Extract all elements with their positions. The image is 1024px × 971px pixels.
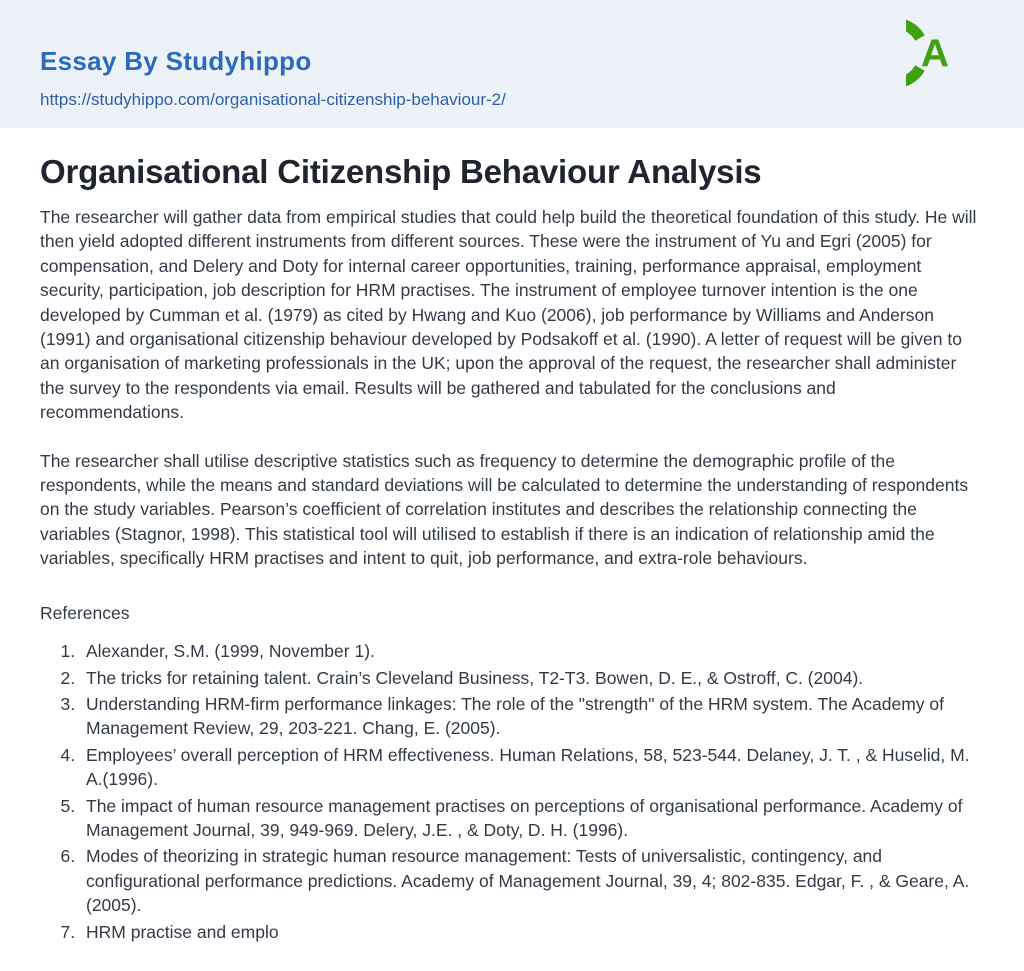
logo-letter: A xyxy=(920,32,950,76)
reference-item: 7. HRM practise and emplo xyxy=(80,920,984,944)
reference-item: 1. Alexander, S.M. (1999, November 1). xyxy=(80,639,984,663)
page-header xyxy=(0,0,1024,128)
reference-item: 2. The tricks for retaining talent. Crain’s Cleveland Business, T2-T3. Bowen, D. E., & Ostroff, C. (2004). xyxy=(80,666,984,690)
page-url[interactable]: https://studyhippo.com/organisational-citizenship-behaviour-2/ xyxy=(40,90,506,109)
studyhippo-logo xyxy=(906,13,986,93)
references-list xyxy=(40,639,984,944)
paragraph-methodology: The researcher will gather data from empirical studies that could help build the theoretical foundation of this study. He will then yield adopted different instruments from different sources. These were the instrument of Yu and Egri (2005) for compensation, and Delery and Doty for internal career opportunities, training, performance appraisal, employment security, participation, job description for HRM practises. The instrument of employee turnover intention is the one developed by Cumman et al. (1979) as cited by Hwang and Kuo (2006), job performance by Williams and Anderson (1991) and organisational citizenship behaviour developed by Podsakoff et al. (1990). A letter of request will be given to an organisation of marketing professionals in the UK; upon the approval of the request, the researcher shall administer the survey to the respondents via email. Results will be gathered and tabulated for the conclusions and recommendations. xyxy=(40,207,977,423)
paragraph-statistics: The researcher shall utilise descriptive statistics such as frequency to determine the demographic profile of the respondents, while the means and standard deviations will be calculated to determine the understanding of respondents on the study variables. Pearson’s coefficient of correlation institutes and describes the relationship connecting the variables (Stagnor, 1998). This statistical tool will utilised to establish if there is an indication of relationship amid the variables, specifically HRM practises and intent to quit, job performance, and extra-role behaviours. xyxy=(40,450,969,569)
references-heading: References xyxy=(40,602,130,623)
article-title: Organisational Citizenship Behaviour Analysis xyxy=(40,153,762,190)
reference-item: 5. The impact of human resource management practises on perceptions of organisational performance. Academy of Management Journal, 39, 949-969. Delery, J.E. , & Doty, D. H. (1996). xyxy=(80,794,984,843)
reference-item: 6. Modes of theorizing in strategic human resource management: Tests of universalistic, contingency, and configurational performance predictions. Academy of Management Journal, 39, 4; 802-835. Edgar, F. , & Geare, A. (2005). xyxy=(80,844,984,917)
reference-item: 3. Understanding HRM-firm performance linkages: The role of the "strength" of the HRM system. The Academy of Management Review, 29, 203-221. Chang, E. (2005). xyxy=(80,692,984,741)
site-title: Essay By Studyhippo xyxy=(40,46,312,76)
reference-item: 4. Employees’ overall perception of HRM effectiveness. Human Relations, 58, 523-544. Delaney, J. T. , & Huselid, M. A.(1996). xyxy=(80,743,984,792)
logo-arc-icon xyxy=(906,13,986,93)
article-content xyxy=(0,153,1024,944)
